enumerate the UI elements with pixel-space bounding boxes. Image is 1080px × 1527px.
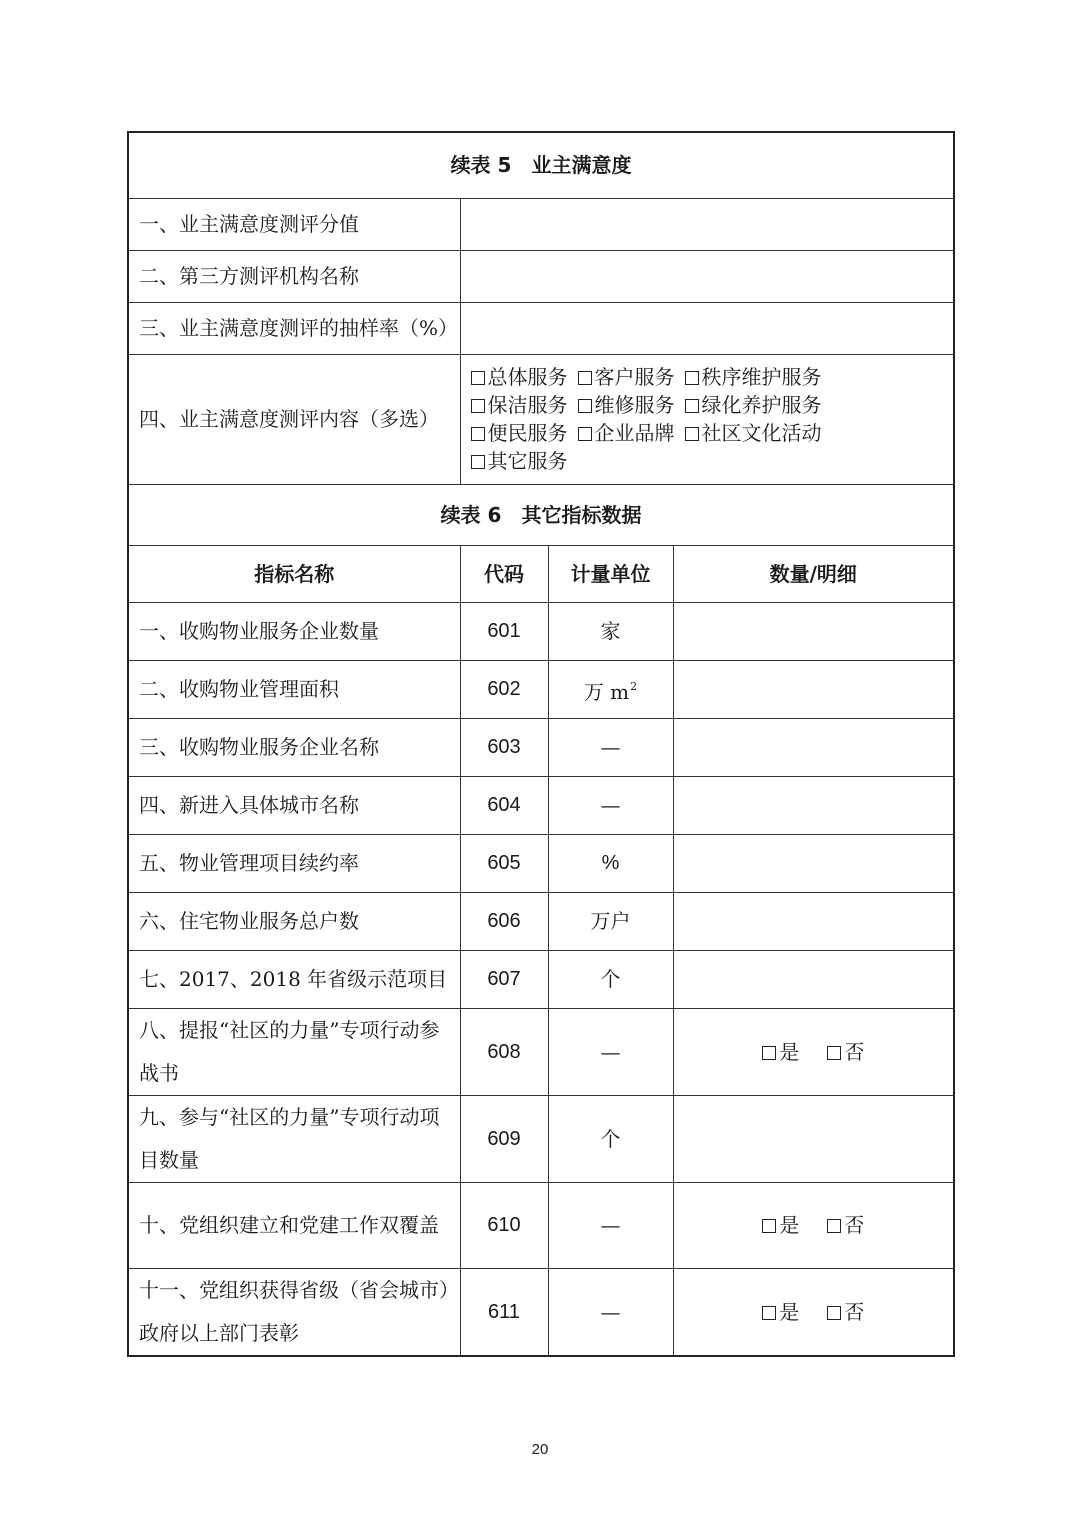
table5-content-row	[128, 354, 954, 484]
yes-no-choice	[673, 1182, 954, 1268]
option-greening-service[interactable]: 绿化养护服务	[685, 391, 822, 419]
option-cleaning-service[interactable]: 保洁服务	[471, 391, 568, 419]
checkbox-icon[interactable]	[827, 1306, 841, 1320]
header-quantity-detail: 数量/明细	[673, 545, 954, 602]
table-row	[128, 1008, 954, 1095]
table-row	[128, 834, 954, 892]
option-customer-service[interactable]: 客户服务	[578, 363, 675, 391]
table5-row-label: 三、业主满意度测评的抽样率（%）	[128, 302, 460, 354]
table-row	[128, 660, 954, 718]
checkbox-icon[interactable]	[827, 1219, 841, 1233]
indicator-code: 606	[460, 892, 548, 950]
indicator-unit: —	[548, 776, 673, 834]
content-options	[460, 354, 954, 484]
checkbox-icon[interactable]	[762, 1046, 776, 1060]
option-order-maintenance-service[interactable]: 秩序维护服务	[685, 363, 822, 391]
page-number: 20	[531, 1441, 549, 1458]
checkbox-icon[interactable]	[762, 1219, 776, 1233]
indicator-name: 二、收购物业管理面积	[128, 660, 460, 718]
checkbox-icon[interactable]	[685, 427, 699, 441]
indicator-code: 611	[460, 1268, 548, 1356]
option-no[interactable]: 否	[827, 1211, 864, 1239]
table5-row-label: 一、业主满意度测评分值	[128, 198, 460, 250]
indicator-detail-field[interactable]	[673, 834, 954, 892]
table6-header-row	[128, 545, 954, 602]
checkbox-icon[interactable]	[578, 371, 592, 385]
table-row	[128, 776, 954, 834]
table-row	[128, 950, 954, 1008]
indicator-name: 八、提报“社区的力量”专项行动参战书	[128, 1008, 460, 1095]
table5-row-value-field[interactable]	[460, 198, 954, 250]
yes-no-choice	[673, 1008, 954, 1095]
table5-title: 续表 5 业主满意度	[128, 132, 954, 198]
header-unit: 计量单位	[548, 545, 673, 602]
indicator-unit: 家	[548, 602, 673, 660]
indicator-detail-field[interactable]	[673, 950, 954, 1008]
table-row	[128, 1095, 954, 1182]
checkbox-icon[interactable]	[685, 371, 699, 385]
indicator-name: 六、住宅物业服务总户数	[128, 892, 460, 950]
indicator-code: 610	[460, 1182, 548, 1268]
indicator-unit: —	[548, 1268, 673, 1356]
indicator-unit	[548, 660, 673, 718]
checkbox-icon[interactable]	[471, 399, 485, 413]
indicator-name: 三、收购物业服务企业名称	[128, 718, 460, 776]
indicator-code: 607	[460, 950, 548, 1008]
indicator-unit: —	[548, 1008, 673, 1095]
indicator-name: 十一、党组织获得省级（省会城市）政府以上部门表彰	[128, 1268, 460, 1356]
indicator-name: 五、物业管理项目续约率	[128, 834, 460, 892]
indicator-code: 603	[460, 718, 548, 776]
indicator-unit: 个	[548, 1095, 673, 1182]
option-community-culture[interactable]: 社区文化活动	[685, 419, 822, 447]
indicator-detail-field[interactable]	[673, 660, 954, 718]
table5-row	[128, 198, 954, 250]
checkbox-icon[interactable]	[578, 399, 592, 413]
indicator-name: 七、2017、2018 年省级示范项目	[128, 950, 460, 1008]
table5-content-label: 四、业主满意度测评内容（多选）	[128, 354, 460, 484]
indicator-code: 608	[460, 1008, 548, 1095]
option-overall-service[interactable]: 总体服务	[471, 363, 568, 391]
table-row	[128, 892, 954, 950]
checkbox-icon[interactable]	[471, 371, 485, 385]
table-row	[128, 1268, 954, 1356]
table-row	[128, 602, 954, 660]
table5-row-value-field[interactable]	[460, 250, 954, 302]
checkbox-icon[interactable]	[578, 427, 592, 441]
indicator-detail-field[interactable]	[673, 892, 954, 950]
indicator-detail-field[interactable]	[673, 776, 954, 834]
report-form-table	[127, 131, 955, 1357]
indicator-detail-field[interactable]	[673, 718, 954, 776]
table5-row-label: 二、第三方测评机构名称	[128, 250, 460, 302]
indicator-name: 九、参与“社区的力量”专项行动项目数量	[128, 1095, 460, 1182]
indicator-code: 605	[460, 834, 548, 892]
header-code: 代码	[460, 545, 548, 602]
checkbox-icon[interactable]	[685, 399, 699, 413]
indicator-name: 四、新进入具体城市名称	[128, 776, 460, 834]
indicator-detail-field[interactable]	[673, 1095, 954, 1182]
option-yes[interactable]: 是	[762, 1298, 799, 1326]
table6-title: 续表 6 其它指标数据	[128, 484, 954, 545]
checkbox-icon[interactable]	[827, 1046, 841, 1060]
checkbox-icon[interactable]	[762, 1306, 776, 1320]
option-yes[interactable]: 是	[762, 1038, 799, 1066]
option-repair-service[interactable]: 维修服务	[578, 391, 675, 419]
indicator-unit: —	[548, 718, 673, 776]
indicator-detail-field[interactable]	[673, 602, 954, 660]
checkbox-icon[interactable]	[471, 455, 485, 469]
table5-row	[128, 250, 954, 302]
table5-row-value-field[interactable]	[460, 302, 954, 354]
table-row	[128, 718, 954, 776]
table5-row	[128, 302, 954, 354]
table-row	[128, 1182, 954, 1268]
indicator-unit: —	[548, 1182, 673, 1268]
indicator-unit: %	[548, 834, 673, 892]
indicator-unit: 万户	[548, 892, 673, 950]
option-convenience-service[interactable]: 便民服务	[471, 419, 568, 447]
checkbox-icon[interactable]	[471, 427, 485, 441]
indicator-code: 609	[460, 1095, 548, 1182]
indicator-code: 602	[460, 660, 548, 718]
option-other-service[interactable]: 其它服务	[471, 447, 568, 475]
yes-no-choice	[673, 1268, 954, 1356]
indicator-code: 601	[460, 602, 548, 660]
option-yes[interactable]: 是	[762, 1211, 799, 1239]
option-enterprise-brand[interactable]: 企业品牌	[578, 419, 675, 447]
indicator-name: 十、党组织建立和党建工作双覆盖	[128, 1182, 460, 1268]
option-no[interactable]: 否	[827, 1298, 864, 1326]
unit-superscript: 2	[630, 679, 638, 693]
unit-text: 万 m	[583, 679, 630, 704]
indicator-unit: 个	[548, 950, 673, 1008]
indicator-code: 604	[460, 776, 548, 834]
indicator-name: 一、收购物业服务企业数量	[128, 602, 460, 660]
option-no[interactable]: 否	[827, 1038, 864, 1066]
header-indicator-name: 指标名称	[128, 545, 460, 602]
